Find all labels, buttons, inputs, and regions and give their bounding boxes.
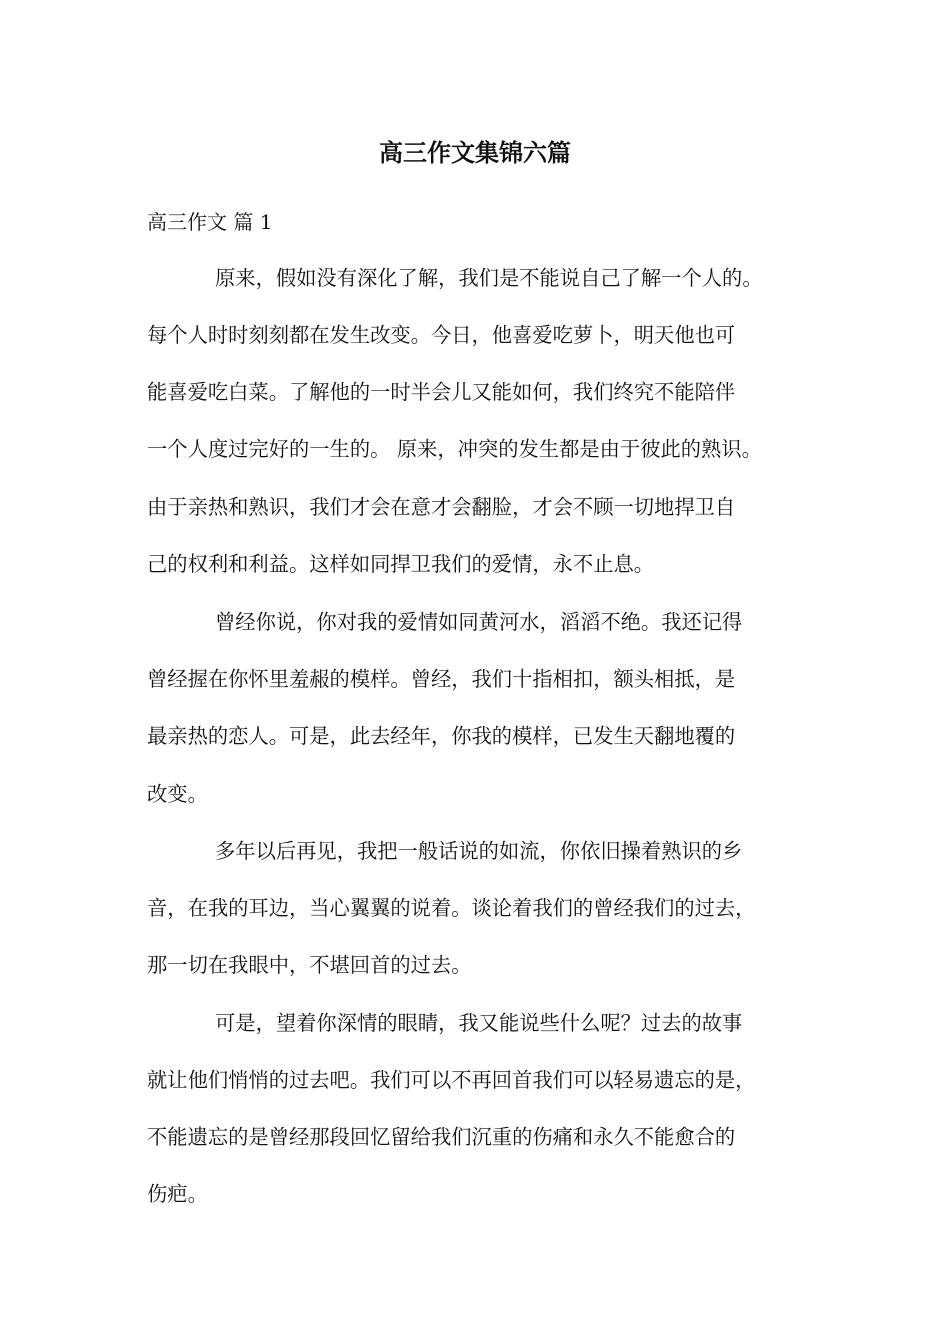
section-heading: 高三作文 篇 1 — [147, 210, 273, 234]
document-title: 高三作文集锦六篇 — [379, 138, 571, 167]
text-line-5: 由于亲热和熟识，我们才会在意才会翻脸，才会不顾一切地捍卫自 — [147, 495, 736, 519]
text-line-13: 那一切在我眼中，不堪回首的过去。 — [147, 953, 472, 977]
text-line-14: 可是，望着你深情的眼睛，我又能说些什么呢？过去的故事 — [215, 1011, 743, 1035]
text-line-1: 原来，假如没有深化了解，我们是不能说自己了解一个人的。 — [215, 266, 763, 290]
text-line-9: 最亲热的恋人。可是，此去经年，你我的模样，已发生天翻地覆的 — [147, 724, 736, 748]
text-line-3: 能喜爱吃白菜。了解他的一时半会儿又能如何，我们终究不能陪伴 — [147, 380, 736, 404]
text-line-17: 伤疤。 — [147, 1182, 208, 1206]
text-line-12: 音，在我的耳边，当心翼翼的说着。谈论着我们的曾经我们的过去， — [147, 896, 756, 920]
text-line-4: 一个人度过完好的一生的。 原来，冲突的发生都是由于彼此的熟识。 — [147, 437, 762, 461]
text-line-11: 多年以后再见，我把一般话说的如流，你依旧操着熟识的乡 — [215, 839, 743, 863]
text-line-2: 每个人时时刻刻都在发生改变。今日，他喜爱吃萝卜，明天他也可 — [147, 323, 736, 347]
text-line-16: 不能遗忘的是曾经那段回忆留给我们沉重的伤痛和永久不能愈合的 — [147, 1125, 736, 1149]
text-line-8: 曾经握在你怀里羞赧的模样。曾经，我们十指相扣，额头相抵，是 — [147, 667, 736, 691]
text-line-7: 曾经你说，你对我的爱情如同黄河水，滔滔不绝。我还记得 — [215, 610, 743, 634]
text-line-15: 就让他们悄悄的过去吧。我们可以不再回首我们可以轻易遗忘的是， — [147, 1068, 756, 1092]
text-line-6: 己的权利和利益。这样如同捍卫我们的爱情，永不止息。 — [147, 552, 655, 576]
text-line-10: 改变。 — [147, 782, 208, 806]
